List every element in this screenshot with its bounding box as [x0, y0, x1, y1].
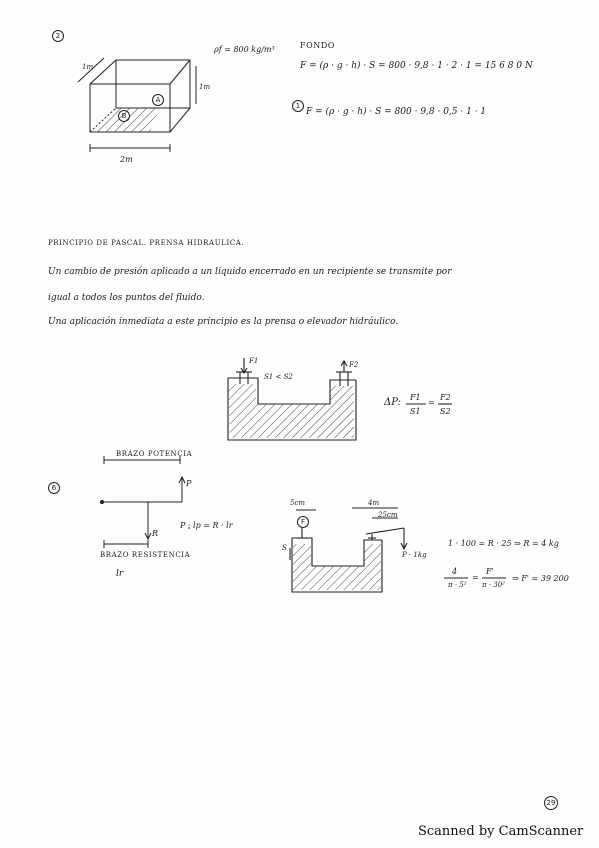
exercise-number-2: 2: [52, 30, 64, 42]
dim-5cm-label: 5cm: [290, 499, 306, 507]
brazo-potencia-label: BRAZO POTENCIA: [116, 450, 193, 458]
frac1-denominator: S1: [410, 407, 421, 416]
frac2-denominator: S2: [440, 407, 451, 416]
delta-p-label: ΔP:: [384, 397, 401, 408]
p-mass-label: P · 1kg: [402, 551, 427, 559]
lateral-equation: F = (ρ · g · h) · S = 800 · 9,8 · 0,5 · 1 · 1: [306, 107, 487, 117]
lr-label: lr: [116, 569, 124, 579]
lateral-number: 1: [292, 100, 304, 112]
lever-diagram: [100, 456, 190, 548]
p-force-label: P: [186, 479, 192, 488]
frac1-numerator: F1: [410, 393, 421, 402]
f-force-circle: F: [297, 516, 309, 528]
pascal-line-2: igual a todos los puntos del fluido.: [48, 293, 205, 303]
pascal-title: PRINCIPIO DE PASCAL. PRENSA HIDRAULICA.: [48, 239, 245, 247]
box-diagram: [78, 58, 196, 152]
equals-sign-2: =: [472, 573, 479, 582]
lever-equation: 1 · 100 = R · 25 ⇒ R = 4 kg: [448, 539, 559, 548]
r-force-label: R: [152, 529, 159, 538]
pascal-line-1: Un cambio de presión aplicado a un líquido encerrado en un recipiente se transmite por: [48, 267, 452, 277]
face-a-label: A: [152, 94, 164, 106]
dim-depth-label: 1m: [82, 63, 94, 71]
page-number: 29: [544, 796, 558, 810]
fondo-equation: F = (ρ · g · h) · S = 800 · 9,8 · 1 · 2 · 1 = 15 6 8 0 N: [300, 61, 533, 71]
s-area-label: S: [282, 544, 287, 552]
frac-a-numerator: 4: [452, 567, 458, 576]
s-relation-label: S1 < S2: [264, 373, 293, 381]
f2-label: F2: [349, 361, 359, 369]
face-b-label: B: [118, 110, 130, 122]
dim-25cm-label: 25cm: [378, 511, 398, 519]
dim-4m-label: 4m: [368, 499, 380, 507]
frac-a-denominator: π · 5²: [448, 581, 467, 589]
dim-width-label: 2m: [120, 155, 133, 164]
brazo-resistencia-label: BRAZO RESISTENCIA: [100, 551, 191, 559]
moment-equation: P · lp = R · lr: [180, 521, 233, 530]
fondo-title: FONDO: [300, 41, 336, 50]
frac2-numerator: F2: [440, 393, 451, 402]
result-equation: ⇒ F' = 39 200: [512, 574, 569, 583]
pascal-line-3: Una aplicación inmediata a este principio es la prensa o elevador hidráulico.: [48, 317, 399, 327]
equals-sign: =: [428, 398, 435, 407]
frac-b-numerator: F': [486, 567, 494, 576]
frac-b-denominator: π · 30²: [482, 581, 505, 589]
scanner-footer: Scanned by CamScanner: [418, 824, 584, 839]
f1-label: F1: [249, 357, 259, 365]
dim-height-label: 1m: [199, 83, 211, 91]
density-label: ρf = 800 kg/m³: [214, 45, 275, 54]
exercise-number-6: 6: [48, 482, 60, 494]
